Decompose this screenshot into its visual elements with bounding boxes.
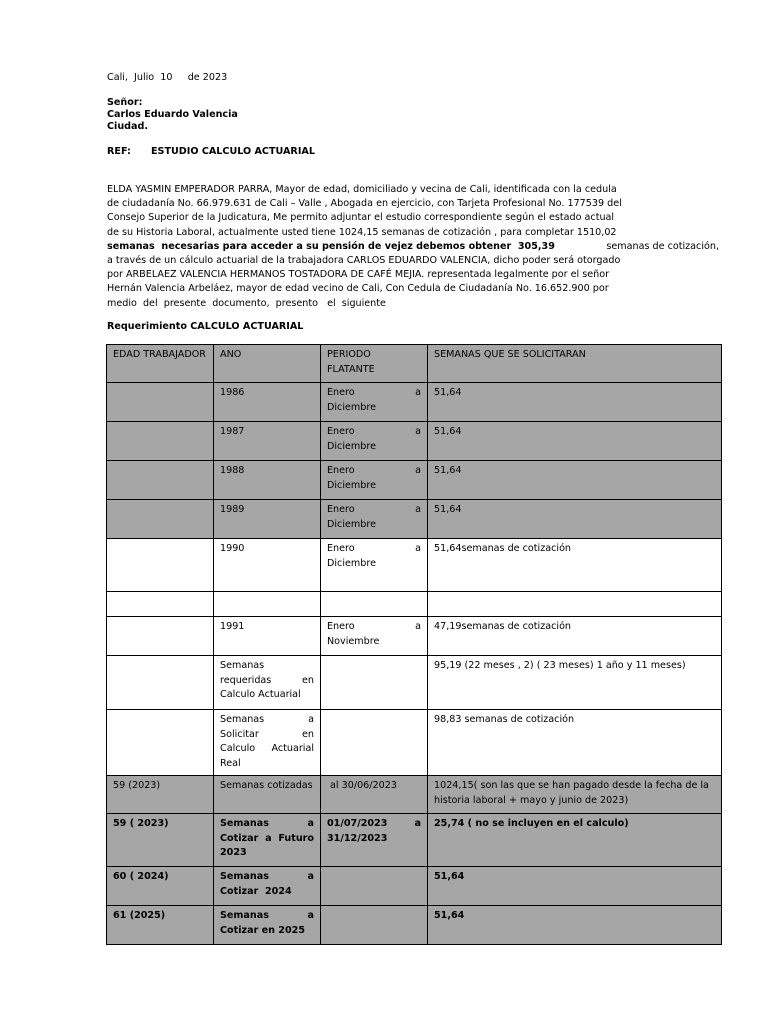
periodo-end: Diciembre: [327, 557, 376, 569]
table-row-empty: [107, 592, 722, 617]
periodo-a: a: [415, 504, 421, 515]
cell-edad: 59 (2023): [107, 776, 214, 814]
cell-ano: [214, 814, 321, 867]
periodo-start: Enero: [327, 621, 355, 632]
letter-date: Cali, Julio 10 de 2023: [107, 72, 228, 83]
body-line: Hernán Valencia Arbeláez, mayor de edad vecino de Cali, Con Cedula de Ciudadanía No. 16.652.900 por: [107, 283, 609, 295]
body-line: [107, 240, 719, 254]
cell-ano: Semanas cotizadas: [214, 776, 321, 814]
periodo-end: 31/12/2023: [327, 832, 388, 844]
cell-edad: [107, 500, 214, 539]
cell-periodo: [321, 710, 428, 776]
ano-word: Semanas: [220, 714, 265, 725]
table-row-cotizadas: [107, 776, 722, 814]
periodo-a: a: [415, 543, 421, 554]
ano-line: [220, 728, 314, 743]
cell-semanas: 51,64semanas de cotización: [428, 539, 722, 592]
recipient-city: Ciudad.: [107, 121, 149, 132]
ano-word: Futuro: [278, 832, 314, 844]
ref-text: ESTUDIO CALCULO ACTUARIAL: [151, 146, 315, 157]
periodo-a: a: [415, 621, 421, 632]
table-row-requeridas: [107, 656, 722, 710]
ano-line: [220, 659, 314, 674]
ano-word: a: [307, 818, 314, 829]
body-line: medio del presente documento, presento el siguiente: [107, 297, 386, 309]
header-cell-edad: EDAD TRABAJADOR: [107, 345, 214, 383]
ano-line: [220, 674, 314, 689]
ano-word: a: [265, 832, 272, 844]
cell-ano: 1989: [214, 500, 321, 539]
cell-periodo: [321, 656, 428, 710]
table-row: [107, 461, 722, 500]
body-line: Consejo Superior de la Judicatura, Me permito adjuntar el estudio correspondiente según el estado actual: [107, 212, 615, 224]
cell-periodo: [321, 814, 428, 867]
periodo-start: Enero: [327, 387, 355, 398]
ano-word: a: [307, 871, 314, 882]
cell-ano: [214, 710, 321, 776]
ano-word: Cotizar 2024: [220, 885, 292, 897]
periodo-end: Diciembre: [327, 518, 376, 530]
cell-periodo: [321, 461, 428, 500]
ano-line: [220, 832, 314, 847]
periodo-start: 01/07/2023: [327, 818, 388, 829]
cell-edad: 61 (2025): [107, 906, 214, 945]
calculo-actuarial-table: [106, 344, 722, 945]
ano-word: Actuarial: [271, 743, 314, 754]
ano-word: en: [302, 674, 314, 686]
cell-edad: [107, 656, 214, 710]
salutation: Señor:: [107, 97, 143, 108]
table-row: [107, 422, 722, 461]
cell-semanas: 98,83 semanas de cotización: [428, 710, 722, 776]
recipient-name: Carlos Eduardo Valencia: [107, 109, 238, 120]
cell-ano: 1990: [214, 539, 321, 592]
table-row-2025: [107, 906, 722, 945]
ano-word: Solicitar: [220, 728, 259, 740]
ano-word: Semanas: [220, 910, 269, 921]
ano-line: [220, 909, 314, 924]
cell-periodo: al 30/06/2023: [321, 776, 428, 814]
cell-semanas: 51,64: [428, 500, 722, 539]
body-line: a través de un cálculo actuarial de la trabajadora CARLOS EDUARDO VALENCIA, dicho poder será otorgado: [107, 255, 621, 267]
ano-line: [220, 817, 314, 832]
cell-ano: 1986: [214, 383, 321, 422]
body-line: ELDA YASMIN EMPERADOR PARRA, Mayor de edad, domiciliado y vecina de Cali, identificada con la cedula: [107, 184, 617, 195]
periodo-a: a: [415, 426, 421, 437]
cell-periodo: [321, 383, 428, 422]
cell-edad: 59 ( 2023): [107, 814, 214, 867]
cell-periodo: [321, 422, 428, 461]
cell-ano: [214, 906, 321, 945]
cell-semanas: 47,19semanas de cotización: [428, 617, 722, 656]
ano-line: [220, 846, 314, 861]
body-line: por ARBELAEZ VALENCIA HERMANOS TOSTADORA DE CAFÉ MEJIA. representada legalmente por el señor: [107, 269, 610, 281]
cell-empty: [321, 592, 428, 617]
ano-word: en: [302, 728, 314, 740]
cell-ano: 1991: [214, 617, 321, 656]
table-row-solicitar: [107, 710, 722, 776]
cell-periodo: [321, 617, 428, 656]
ano-line: [220, 713, 314, 728]
periodo-end: Diciembre: [327, 401, 376, 413]
periodo-end: Diciembre: [327, 440, 376, 452]
cell-semanas: 51,64: [428, 867, 722, 906]
table-row-2024: [107, 867, 722, 906]
cell-empty: [428, 592, 722, 617]
periodo-start: Enero: [327, 504, 355, 515]
cell-edad: [107, 461, 214, 500]
ano-line: [220, 870, 314, 885]
header-cell-ano: ANO: [214, 345, 321, 383]
periodo-end: Noviembre: [327, 635, 380, 647]
cell-ano: [214, 656, 321, 710]
ano-word: a: [308, 714, 314, 725]
cell-periodo: [321, 906, 428, 945]
periodo-a: a: [414, 818, 421, 829]
cell-semanas: 1024,15( son las que se han pagado desde la fecha de la historia laboral + mayo y junio de 2023): [428, 776, 722, 814]
periodo-start: Enero: [327, 426, 355, 437]
body-line: de ciudadanía No. 66.979.631 de Cali – Valle , Abogada en ejercicio, con Tarjeta Profesional No. 177539 del: [107, 198, 622, 210]
ano-line: [220, 885, 314, 900]
table-row: [107, 539, 722, 592]
cell-edad: [107, 710, 214, 776]
cell-ano: 1987: [214, 422, 321, 461]
ano-word: Cotizar en 2025: [220, 924, 306, 936]
header-cell-periodo: PERIODO FLATANTE: [321, 345, 428, 383]
ano-word: Cotizar: [220, 832, 259, 844]
cell-edad: 60 ( 2024): [107, 867, 214, 906]
body-paragraph: [107, 183, 719, 311]
cell-edad: [107, 617, 214, 656]
body-line-rest: semanas de cotización,: [603, 240, 719, 252]
ano-line: [220, 924, 314, 939]
cell-ano: 1988: [214, 461, 321, 500]
cell-edad: [107, 539, 214, 592]
cell-periodo: [321, 539, 428, 592]
cell-edad: [107, 422, 214, 461]
table-row: [107, 617, 722, 656]
ano-word: Calculo: [220, 743, 256, 754]
table-row-futuro: [107, 814, 722, 867]
cell-semanas: 51,64: [428, 422, 722, 461]
ano-word: Semanas: [220, 660, 265, 671]
table-header-row: [107, 345, 722, 383]
periodo-start: Enero: [327, 543, 355, 554]
cell-ano: [214, 867, 321, 906]
ano-line: Real: [220, 757, 241, 769]
cell-semanas: 25,74 ( no se incluyen en el calculo): [428, 814, 722, 867]
ano-word: a: [307, 910, 314, 921]
table-row: [107, 383, 722, 422]
table-row: [107, 500, 722, 539]
cell-edad: [107, 383, 214, 422]
header-cell-semanas: SEMANAS QUE SE SOLICITARAN: [428, 345, 722, 383]
cell-empty: [107, 592, 214, 617]
ano-word: 2023: [220, 847, 247, 858]
ano-word: requeridas: [220, 674, 272, 686]
ano-word: Semanas: [220, 818, 269, 829]
cell-semanas: 95,19 (22 meses , 2) ( 23 meses) 1 año y 11 meses): [428, 656, 722, 710]
cell-periodo: [321, 500, 428, 539]
cell-periodo: [321, 867, 428, 906]
body-line: de su Historia Laboral, actualmente usted tiene 1024,15 semanas de cotización , para completar 1510,02: [107, 226, 617, 238]
requirement-title: Requerimiento CALCULO ACTUARIAL: [107, 321, 304, 332]
body-line-bold: semanas necesarias para acceder a su pensión de vejez debemos obtener 305,39: [107, 240, 555, 252]
cell-semanas: 51,64: [428, 461, 722, 500]
cell-semanas: 51,64: [428, 906, 722, 945]
periodo-end: Diciembre: [327, 479, 376, 491]
cell-semanas: 51,64: [428, 383, 722, 422]
periodo-a: a: [415, 387, 421, 398]
ref-label: REF:: [107, 146, 131, 157]
periodo-start: Enero: [327, 465, 355, 476]
cell-empty: [214, 592, 321, 617]
ano-word: Semanas: [220, 871, 269, 882]
ano-line: [220, 742, 314, 757]
periodo-a: a: [415, 465, 421, 476]
ano-line: Calculo Actuarial: [220, 689, 301, 700]
